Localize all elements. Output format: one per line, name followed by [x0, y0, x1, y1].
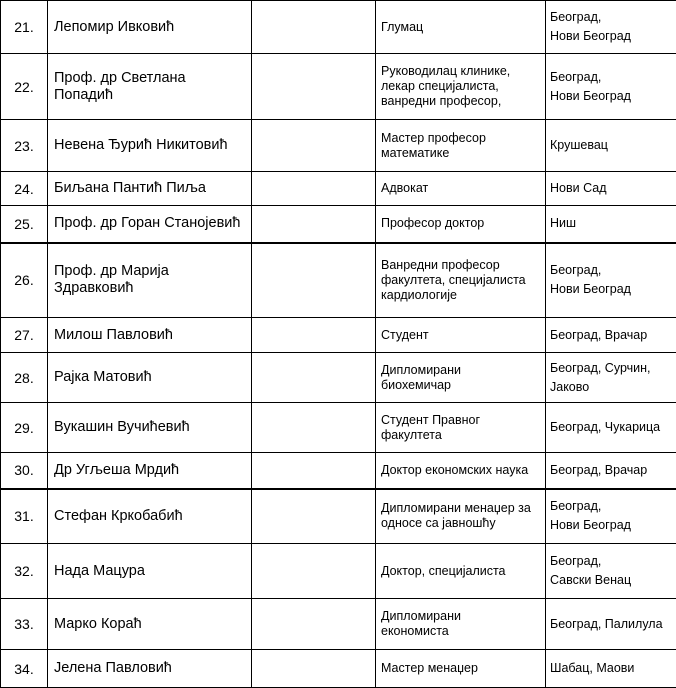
row-number: 27.: [1, 318, 48, 353]
person-name: Лепомир Ивковић: [48, 1, 252, 54]
person-name: Стефан Кркобабић: [48, 489, 252, 544]
occupation: Руководилац клинике, лекар специјалиста, ванредни професор,: [376, 54, 546, 120]
residence: Шабац, Маови: [546, 650, 676, 688]
person-name: Проф. др Горан Станојевић: [48, 206, 252, 243]
table-row: [1, 599, 676, 650]
empty-cell: [252, 318, 376, 353]
person-name: Др Угљеша Мрдић: [48, 453, 252, 489]
residence: Београд, Врачар: [546, 318, 676, 353]
table-row: [1, 353, 676, 403]
residence: Београд, Врачар: [546, 453, 676, 489]
row-number: 31.: [1, 489, 48, 544]
row-number: 26.: [1, 243, 48, 318]
person-name: Рајка Матовић: [48, 353, 252, 403]
person-name: Милош Павловић: [48, 318, 252, 353]
empty-cell: [252, 54, 376, 120]
residence: Београд, Палилула: [546, 599, 676, 650]
empty-cell: [252, 403, 376, 453]
person-name: Вукашин Вучићевић: [48, 403, 252, 453]
table-row: [1, 120, 676, 172]
residence: Крушевац: [546, 120, 676, 172]
row-number: 24.: [1, 172, 48, 206]
table-row: [1, 489, 676, 544]
occupation: Ванредни професор факултета, специјалиста кардиологије: [376, 243, 546, 318]
empty-cell: [252, 206, 376, 243]
empty-cell: [252, 353, 376, 403]
table-row: [1, 243, 676, 318]
row-number: 29.: [1, 403, 48, 453]
empty-cell: [252, 172, 376, 206]
table-row: [1, 318, 676, 353]
row-number: 21.: [1, 1, 48, 54]
table-row: [1, 453, 676, 489]
occupation: Студент: [376, 318, 546, 353]
table-row: [1, 650, 676, 688]
table-row: [1, 544, 676, 599]
empty-cell: [252, 489, 376, 544]
person-name: Проф. др Марија Здравковић: [48, 243, 252, 318]
table-row: [1, 1, 676, 54]
occupation: Глумац: [376, 1, 546, 54]
person-name: Марко Корaћ: [48, 599, 252, 650]
row-number: 33.: [1, 599, 48, 650]
row-number: 23.: [1, 120, 48, 172]
person-name: Биљана Пантић Пиља: [48, 172, 252, 206]
empty-cell: [252, 650, 376, 688]
occupation: Мастер менаџер: [376, 650, 546, 688]
empty-cell: [252, 453, 376, 489]
residence: Београд, Сурчин, Јаково: [546, 353, 676, 403]
table-row: [1, 54, 676, 120]
empty-cell: [252, 544, 376, 599]
residence: Београд, Чукарица: [546, 403, 676, 453]
occupation: Дипломирани менаџер за односе са јавношћу: [376, 489, 546, 544]
row-number: 30.: [1, 453, 48, 489]
table-body: [1, 1, 676, 688]
person-name: Проф. др Светлана Попадић: [48, 54, 252, 120]
occupation: Мастер професор математике: [376, 120, 546, 172]
table-row: [1, 206, 676, 243]
row-number: 28.: [1, 353, 48, 403]
residence: Београд, Нови Београд: [546, 1, 676, 54]
occupation: Доктор економских наука: [376, 453, 546, 489]
empty-cell: [252, 599, 376, 650]
residence: Београд, Савски Венац: [546, 544, 676, 599]
occupation: Професор доктор: [376, 206, 546, 243]
occupation: Дипломирани биохемичар: [376, 353, 546, 403]
table-row: [1, 172, 676, 206]
occupation: Доктор, специјалиста: [376, 544, 546, 599]
person-name: Јелена Павловић: [48, 650, 252, 688]
residence: Београд, Нови Београд: [546, 54, 676, 120]
empty-cell: [252, 1, 376, 54]
person-name: Невена Ђурић Никитовић: [48, 120, 252, 172]
row-number: 22.: [1, 54, 48, 120]
residence: Београд, Нови Београд: [546, 489, 676, 544]
residence: Нови Сад: [546, 172, 676, 206]
row-number: 25.: [1, 206, 48, 243]
row-number: 32.: [1, 544, 48, 599]
residence: Београд, Нови Београд: [546, 243, 676, 318]
row-number: 34.: [1, 650, 48, 688]
occupation: Адвокат: [376, 172, 546, 206]
occupation: Дипломирани економиста: [376, 599, 546, 650]
table-row: [1, 403, 676, 453]
empty-cell: [252, 120, 376, 172]
person-name: Нада Мацура: [48, 544, 252, 599]
residence: Ниш: [546, 206, 676, 243]
empty-cell: [252, 243, 376, 318]
occupation: Студент Правног факултета: [376, 403, 546, 453]
